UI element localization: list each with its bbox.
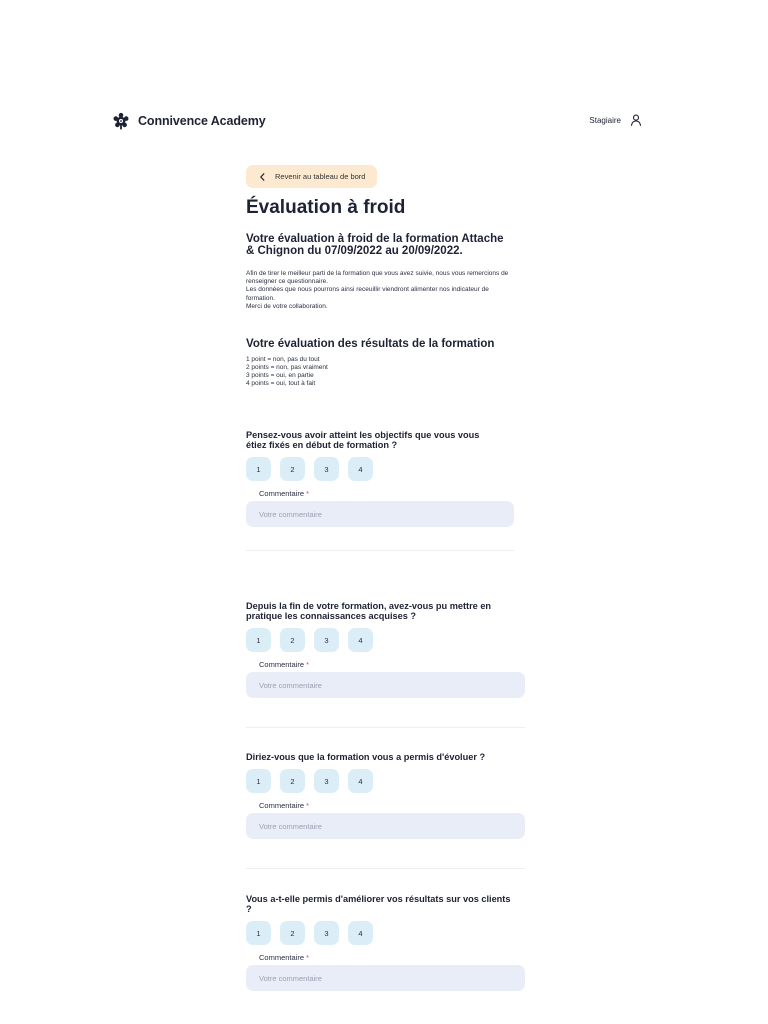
divider bbox=[246, 550, 514, 551]
rating-option[interactable]: 3 bbox=[314, 457, 339, 481]
rating-option[interactable]: 3 bbox=[314, 769, 339, 793]
rating-option[interactable]: 1 bbox=[246, 769, 271, 793]
divider bbox=[246, 868, 525, 869]
page-title: Évaluation à froid bbox=[246, 197, 406, 218]
rating-group bbox=[246, 921, 525, 945]
comment-label-text: Commentaire bbox=[259, 801, 305, 810]
question-text: Diriez-vous que la formation vous a permis d'évoluer ? bbox=[246, 752, 486, 762]
question-text: Pensez-vous avoir atteint les objectifs que vous vous étiez fixés en début de formation ? bbox=[246, 430, 480, 450]
intro-text bbox=[246, 270, 514, 311]
rating-option[interactable]: 1 bbox=[246, 457, 271, 481]
comment-label-text: Commentaire bbox=[259, 489, 305, 498]
comment-input[interactable] bbox=[246, 672, 525, 698]
top-header bbox=[112, 112, 642, 132]
required-mark: * bbox=[306, 953, 310, 962]
comment-label bbox=[259, 660, 528, 669]
legend-line: 1 point = non, pas du tout bbox=[246, 356, 320, 364]
question-block bbox=[246, 430, 514, 527]
brand-name: Connivence Academy bbox=[138, 114, 266, 128]
question-text: Vous a-t-elle permis d'améliorer vos résultats sur vos clients ? bbox=[246, 894, 511, 914]
user-role[interactable]: Stagiaire bbox=[589, 115, 621, 125]
legend-line: 3 points = oui, en partie bbox=[246, 372, 314, 380]
rating-group bbox=[246, 628, 528, 652]
comment-label bbox=[259, 953, 525, 962]
comment-label-text: Commentaire bbox=[259, 953, 305, 962]
legend-line: 2 points = non, pas vraiment bbox=[246, 364, 328, 372]
comment-input[interactable] bbox=[246, 501, 514, 527]
rating-option[interactable]: 4 bbox=[348, 628, 373, 652]
rating-group bbox=[246, 769, 528, 793]
required-mark: * bbox=[306, 801, 310, 810]
required-mark: * bbox=[306, 660, 310, 669]
intro-line: Les données que nous pourrons ainsi receuillir viendront alimenter nos indicateur de formation. bbox=[246, 286, 489, 302]
required-mark: * bbox=[306, 489, 310, 498]
rating-option[interactable]: 4 bbox=[348, 769, 373, 793]
question-text: Depuis la fin de votre formation, avez-vous pu mettre en pratique les connaissances acquises ? bbox=[246, 601, 492, 621]
divider bbox=[246, 727, 525, 728]
intro-line: Merci de votre collaboration. bbox=[246, 302, 328, 310]
rating-option[interactable]: 2 bbox=[280, 921, 305, 945]
intro-line: Afin de tirer le meilleur parti de la formation que vous avez suivie, nous vous remercions de renseigner ce questionnaire. bbox=[246, 270, 509, 286]
question-block bbox=[246, 752, 528, 839]
rating-option[interactable]: 4 bbox=[348, 921, 373, 945]
rating-option[interactable]: 3 bbox=[314, 628, 339, 652]
main-content bbox=[246, 165, 546, 388]
rating-group bbox=[246, 457, 514, 481]
comment-input[interactable] bbox=[246, 965, 525, 991]
comment-label-text: Commentaire bbox=[259, 660, 305, 669]
user-icon[interactable] bbox=[630, 114, 642, 126]
rating-legend bbox=[246, 356, 546, 388]
rating-option[interactable]: 2 bbox=[280, 769, 305, 793]
legend-line: 4 points = oui, tout à fait bbox=[246, 380, 316, 388]
brand[interactable] bbox=[112, 112, 266, 130]
section-title: Votre évaluation des résultats de la formation bbox=[246, 338, 495, 351]
comment-label bbox=[259, 801, 528, 810]
question-block bbox=[246, 894, 525, 991]
rating-option[interactable]: 3 bbox=[314, 921, 339, 945]
rating-option[interactable]: 2 bbox=[280, 628, 305, 652]
academy-logo-icon bbox=[112, 112, 130, 130]
question-block bbox=[246, 601, 528, 698]
course-title: Votre évaluation à froid de la formation Attache & Chignon du 07/09/2022 au 20/09/2022. bbox=[246, 233, 504, 257]
user-menu[interactable] bbox=[589, 114, 642, 126]
back-to-dashboard-button[interactable] bbox=[246, 165, 377, 188]
rating-option[interactable]: 2 bbox=[280, 457, 305, 481]
rating-option[interactable]: 4 bbox=[348, 457, 373, 481]
back-to-dashboard-label: Revenir au tableau de bord bbox=[275, 172, 366, 181]
comment-input[interactable] bbox=[246, 813, 525, 839]
chevron-left-icon bbox=[259, 173, 266, 181]
rating-option[interactable]: 1 bbox=[246, 921, 271, 945]
rating-option[interactable]: 1 bbox=[246, 628, 271, 652]
comment-label bbox=[259, 489, 514, 498]
